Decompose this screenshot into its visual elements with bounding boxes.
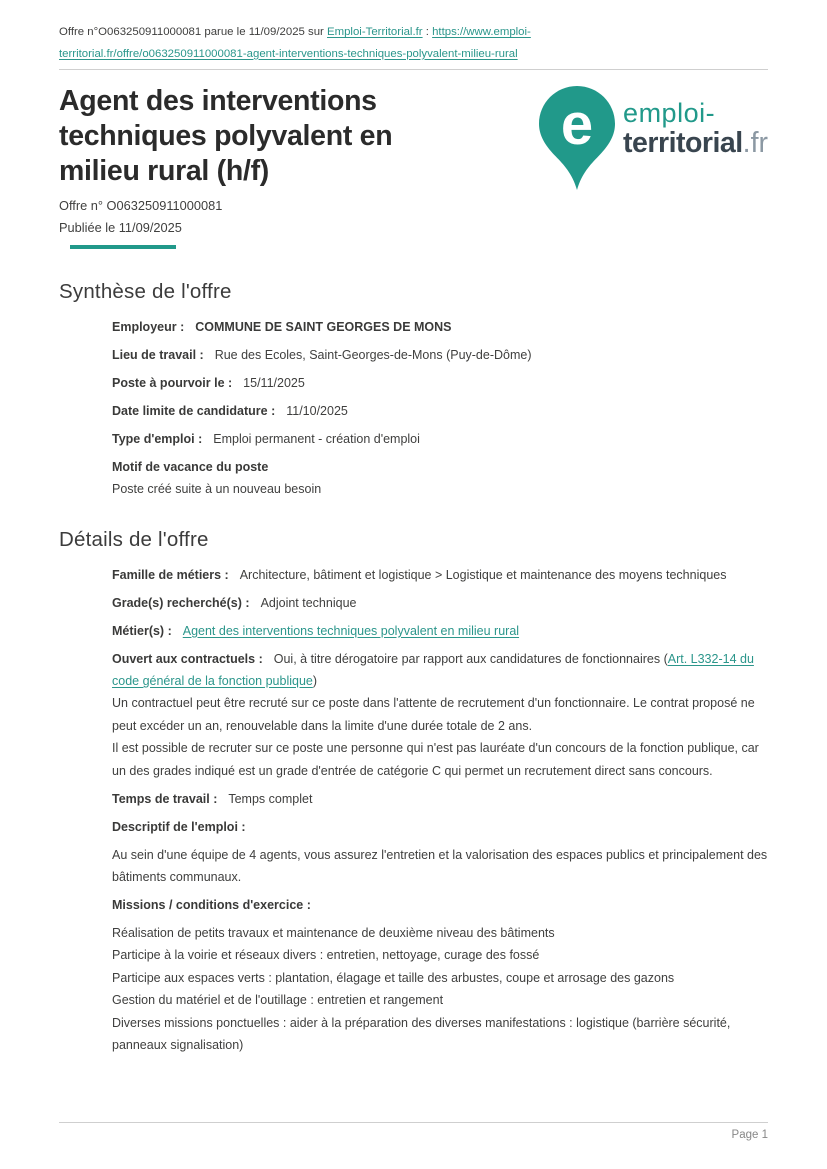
field-value: COMMUNE DE SAINT GEORGES DE MONS xyxy=(195,319,452,334)
field-famille-metiers xyxy=(112,564,768,586)
field-label: Grade(s) recherché(s) : xyxy=(112,595,250,610)
field-date-limite xyxy=(112,400,768,422)
article-law-link[interactable]: Art. L332-14 du code général de la fonction publique xyxy=(112,651,754,689)
field-value-prefix: Oui, à titre dérogatoire par rapport aux candidatures de fonctionnaires ( xyxy=(273,651,668,666)
logo-line1: emploi- xyxy=(623,98,716,128)
header-separator: : xyxy=(422,26,433,38)
field-label: Motif de vacance du poste xyxy=(112,459,269,474)
field-employeur xyxy=(112,316,768,338)
field-label: Lieu de travail : xyxy=(112,347,204,362)
logo-territorial: territorial xyxy=(623,127,743,159)
field-value: 11/10/2025 xyxy=(286,403,348,418)
mission-item: Participe à la voirie et réseaux divers : entretien, nettoyage, curage des fossé xyxy=(112,948,540,963)
offer-number: Offre n° O063250911000081 xyxy=(59,198,223,213)
logo-text xyxy=(623,98,768,163)
header-site-link[interactable]: Emploi-Territorial.fr xyxy=(327,26,423,38)
descriptif-paragraph: Au sein d'une équipe de 4 agents, vous assurez l'entretien et la valorisation des espaces publics et principalement des bâtiments communaux. xyxy=(112,847,768,885)
field-poste-a-pourvoir xyxy=(112,372,768,394)
field-label: Métier(s) : xyxy=(112,623,172,638)
details-heading: Détails de l'offre xyxy=(59,527,209,551)
header-note xyxy=(59,22,581,65)
field-label: Type d'emploi : xyxy=(112,431,203,446)
accent-bar xyxy=(70,245,176,249)
footer-divider xyxy=(59,1122,768,1123)
field-label: Ouvert aux contractuels : xyxy=(112,651,263,666)
field-type-emploi xyxy=(112,428,768,450)
field-value: Architecture, bâtiment et logistique > Logistique et maintenance des moyens techniques xyxy=(239,567,727,582)
header-prefix: Offre n°O063250911000081 parue le 11/09/2025 sur xyxy=(59,26,328,38)
header-divider xyxy=(59,69,768,70)
field-value: Temps complet xyxy=(228,791,313,806)
masthead xyxy=(59,84,768,249)
field-value: Rue des Ecoles, Saint-Georges-de-Mons (Puy-de-Dôme) xyxy=(214,347,532,362)
logo-fr-suffix: .fr xyxy=(742,127,768,159)
field-value: 15/11/2025 xyxy=(243,375,305,390)
field-label: Poste à pourvoir le : xyxy=(112,375,233,390)
details-body xyxy=(112,564,768,1057)
field-label: Temps de travail : xyxy=(112,791,218,806)
field-label: Date limite de candidature : xyxy=(112,403,276,418)
page-footer xyxy=(59,1122,768,1141)
mission-item: Gestion du matériel et de l'outillage : entretien et rangement xyxy=(112,993,444,1008)
mission-item: Diverses missions ponctuelles : aider à la préparation des diverses manifestations : logistique (barrière sécurité, panneaux signalisation) xyxy=(112,1015,731,1053)
page-title: Agent des interventions techniques polyvalent en milieu rural (h/f) xyxy=(59,85,393,187)
field-grades xyxy=(112,592,768,614)
logo-letter: e xyxy=(560,92,594,157)
field-label: Employeur : xyxy=(112,319,185,334)
contractuels-paragraph-2: Il est possible de recruter sur ce poste une personne qui n'est pas lauréate d'un concours de la fonction publique, car un des grades indiqué est un grade d'entrée de catégorie C qui permet un recrutement direct sans concours. xyxy=(112,741,759,778)
field-value: Poste créé suite à un nouveau besoin xyxy=(112,482,322,497)
offer-meta xyxy=(59,195,499,240)
map-pin-icon xyxy=(539,86,615,190)
missions-list xyxy=(112,922,768,1056)
field-label: Descriptif de l'emploi : xyxy=(112,819,246,834)
field-label: Famille de métiers : xyxy=(112,567,229,582)
published-date: Publiée le 11/09/2025 xyxy=(59,220,182,236)
field-value-suffix: ) xyxy=(312,674,318,689)
header-url-link[interactable]: https://www.emploi-territorial.fr/offre/o063250911000081-agent-interventions-techniques-polyvalent-milieu-rural xyxy=(59,26,531,60)
logo-line2 xyxy=(623,128,768,163)
field-ouvert-contractuels xyxy=(112,648,768,782)
mission-item: Réalisation de petits travaux et maintenance de deuxième niveau des bâtiments xyxy=(112,926,555,941)
logo xyxy=(539,86,768,190)
field-metiers xyxy=(112,620,768,642)
field-missions-label xyxy=(112,894,768,916)
field-lieu-travail xyxy=(112,344,768,366)
field-motif-vacance xyxy=(112,456,768,501)
contractuels-paragraph-1: Un contractuel peut être recruté sur ce poste dans l'attente de recrutement d'un fonctionnaire. Le contrat proposé ne peut excéder un an, renouvelable dans la limite d'une durée totale de 2 ans. xyxy=(112,696,755,733)
mission-item: Participe aux espaces verts : plantation, élagage et taille des arbustes, coupe et arrosage des gazons xyxy=(112,970,675,985)
field-temps-travail xyxy=(112,788,768,810)
masthead-left xyxy=(59,84,499,249)
metier-link[interactable]: Agent des interventions techniques polyvalent en milieu rural xyxy=(182,623,520,638)
field-value: Adjoint technique xyxy=(260,595,357,610)
field-label: Missions / conditions d'exercice : xyxy=(112,898,311,913)
field-value: Emploi permanent - création d'emploi xyxy=(213,431,420,446)
page-number: Page 1 xyxy=(731,1129,768,1141)
synthese-body xyxy=(112,316,768,501)
field-descriptif-label xyxy=(112,816,768,838)
synthese-heading: Synthèse de l'offre xyxy=(59,279,232,303)
